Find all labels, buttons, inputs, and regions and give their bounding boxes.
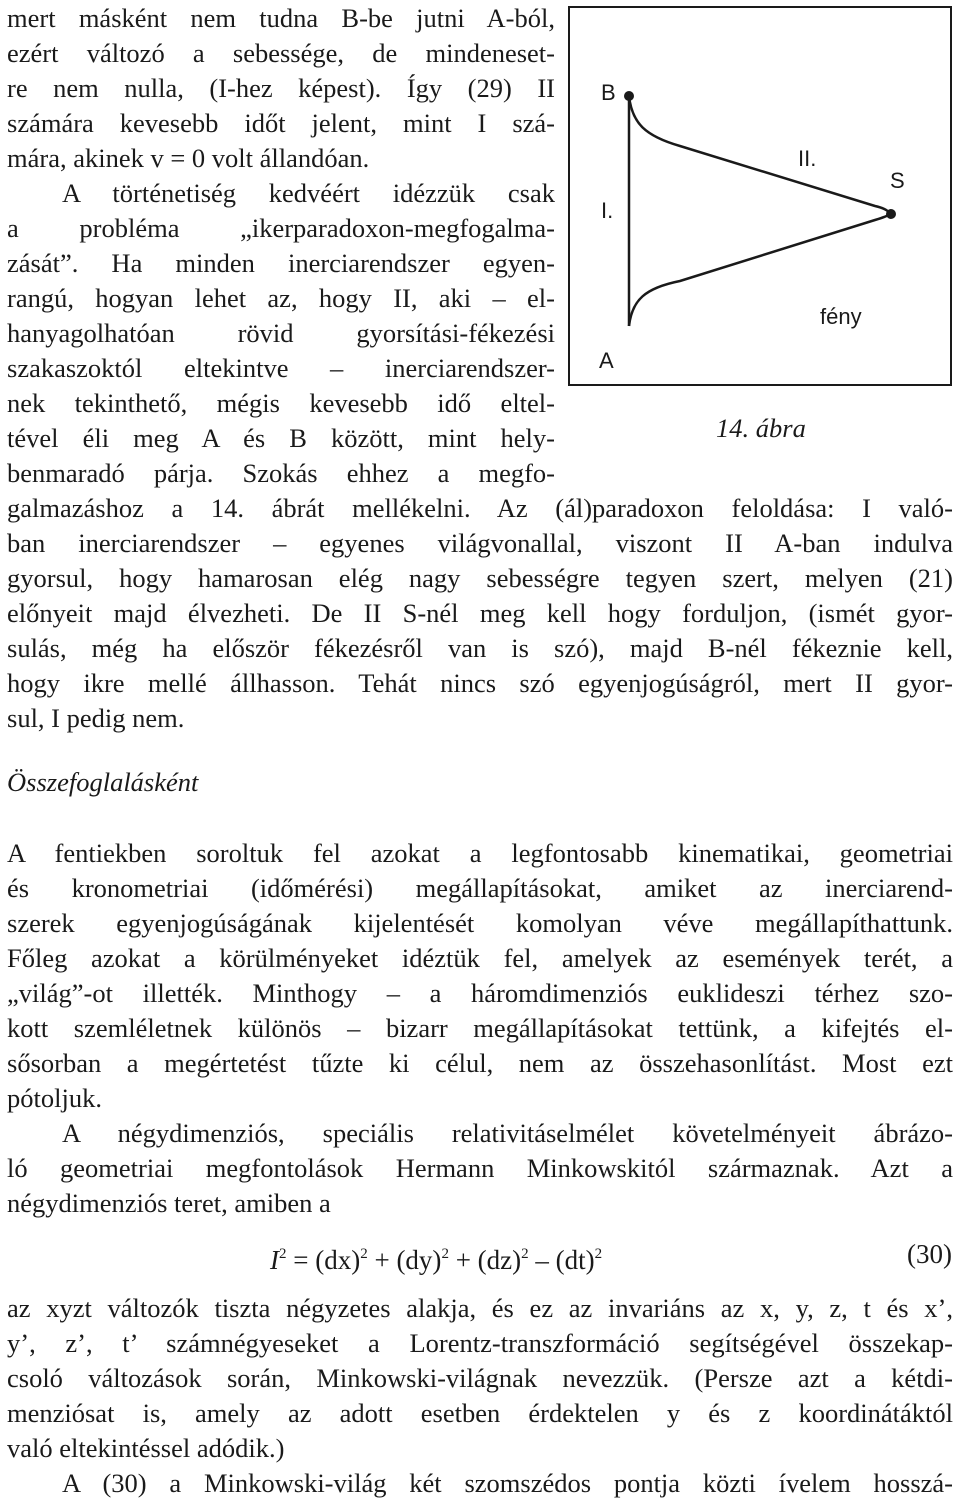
text-line: tével éli meg A és B között, mint hely- bbox=[7, 423, 555, 453]
text-line: benmaradó párja. Szokás ehhez a megfo- bbox=[7, 458, 555, 488]
text-line: való eltekintéssel adódik.) bbox=[7, 1433, 285, 1463]
text-line: „világ”-ot illették. Minthogy – a háromdimenziós euklideszi térhez szo- bbox=[7, 978, 953, 1008]
text-line: Főleg azokat a körülményeket idéztük fel, amelyek az események terét, a bbox=[7, 943, 953, 973]
eq-exponent: 2 bbox=[594, 1246, 603, 1262]
equation-number: (30) bbox=[907, 1239, 952, 1269]
eq-exponent: 2 bbox=[360, 1246, 368, 1262]
text-line: galmazáshoz a 14. ábrát mellékelni. Az (ál)paradoxon feloldása: I való- bbox=[7, 493, 953, 523]
text-line: ezért változó a sebessége, de mindeneset- bbox=[7, 38, 555, 68]
text-line: A történetiség kedvéért idézzük csak bbox=[62, 178, 555, 208]
worldline-diagram bbox=[570, 8, 950, 384]
figure-caption: 14. ábra bbox=[716, 413, 806, 443]
text-line: ló geometriai megfontolások Hermann Minkowskitól származnak. Azt a bbox=[7, 1153, 953, 1183]
equation-30 bbox=[270, 1236, 602, 1278]
text-line: előnyeit majd élvezheti. De II S-nél meg kell hogy forduljon, (ismét gyor- bbox=[7, 598, 953, 628]
text-line: mert másként nem tudna B-be jutni A-ból, bbox=[7, 3, 555, 33]
eq-term: + (dy) bbox=[367, 1245, 442, 1275]
worldline-II-upper bbox=[629, 96, 890, 214]
text-line: zását”. Ha minden inerciarendszer egyen- bbox=[7, 248, 555, 278]
text-line: számára kevesebb időt jelent, mint I szá- bbox=[7, 108, 555, 138]
eq-exponent: 2 bbox=[441, 1246, 449, 1262]
label-S: S bbox=[890, 168, 905, 193]
eq-term: = (dx) bbox=[286, 1245, 361, 1275]
event-point-S bbox=[886, 209, 896, 219]
text-line: re nem nulla, (I-hez képest). Így (29) II bbox=[7, 73, 555, 103]
event-point-B bbox=[624, 91, 634, 101]
figure-14 bbox=[568, 6, 952, 386]
eq-term: – (dt) bbox=[528, 1245, 595, 1275]
text-line: kott szemléletnek különös – bizarr megállapításokat tettünk, a kifejtés el- bbox=[7, 1013, 953, 1043]
label-A: A bbox=[599, 348, 614, 373]
label-feny: fény bbox=[820, 304, 862, 329]
text-line: és kronometriai (időmérési) megállapításokat, amiket az inerciarend- bbox=[7, 873, 953, 903]
text-line: négydimenziós teret, amiben a bbox=[7, 1188, 331, 1218]
text-line: A négydimenziós, speciális relativitáselmélet követelményeit ábrázo- bbox=[62, 1118, 953, 1148]
eq-term: + (dz) bbox=[448, 1245, 522, 1275]
label-B: B bbox=[601, 80, 616, 105]
text-line: y’, z’, t’ számnégyeseket a Lorentz-transzformáció segítségével összekap- bbox=[7, 1328, 953, 1358]
section-heading: Összefoglalásként bbox=[7, 767, 199, 797]
text-line: mára, akinek v = 0 volt állandóan. bbox=[7, 143, 370, 173]
text-line: hogy ikre mellé állhasson. Tehát nincs szó egyenjogúságról, mert II gyor- bbox=[7, 668, 953, 698]
text-line: hanyagolhatóan rövid gyorsítási-fékezési bbox=[7, 318, 555, 348]
text-line: gyorsul, hogy hamarosan elég nagy sebességre tegyen szert, melyen (21) bbox=[7, 563, 953, 593]
text-line: pótoljuk. bbox=[7, 1083, 102, 1113]
text-line: rangú, hogyan lehet az, hogy II, aki – el- bbox=[7, 283, 555, 313]
text-line: A (30) a Minkowski-világ két szomszédos pontja közti ívelem hosszá- bbox=[62, 1468, 953, 1498]
text-line: sulás, még ha először fékezésről van is szó), majd B-nél fékeznie kell, bbox=[7, 633, 953, 663]
eq-exponent: 2 bbox=[279, 1246, 287, 1262]
text-line: a probléma „ikerparadoxon-megfogalma- bbox=[7, 213, 555, 243]
text-line: menziósat is, amely az adott esetben érdektelen y és z koordinátáktól bbox=[7, 1398, 953, 1428]
text-line: ban inerciarendszer – egyenes világvonallal, viszont II A-ban indulva bbox=[7, 528, 953, 558]
text-line: szerek egyenjogúságának kijelentését komolyan véve megállapíthattunk. bbox=[7, 908, 953, 938]
text-line: sul, I pedig nem. bbox=[7, 703, 185, 733]
eq-exponent: 2 bbox=[521, 1246, 529, 1262]
text-line: csoló változások során, Minkowski-világnak nevezzük. (Persze azt a kétdi- bbox=[7, 1363, 953, 1393]
text-line: nek tekinthető, mégis kevesebb idő eltel- bbox=[7, 388, 555, 418]
text-line: az xyzt változók tiszta négyzetes alakja, és ez az invariáns az x, y, z, t és x’, bbox=[7, 1293, 953, 1323]
text-line: A fentiekben soroltuk fel azokat a legfontosabb kinematikai, geometriai bbox=[7, 838, 953, 868]
label-I: I. bbox=[601, 198, 614, 223]
label-II: II. bbox=[798, 146, 817, 171]
eq-term: I bbox=[270, 1245, 279, 1275]
text-line: sősorban a megértetést tűzte ki célul, nem az összehasonlítást. Most ezt bbox=[7, 1048, 953, 1078]
text-line: szakaszoktól eltekintve – inerciarendszer- bbox=[7, 353, 555, 383]
